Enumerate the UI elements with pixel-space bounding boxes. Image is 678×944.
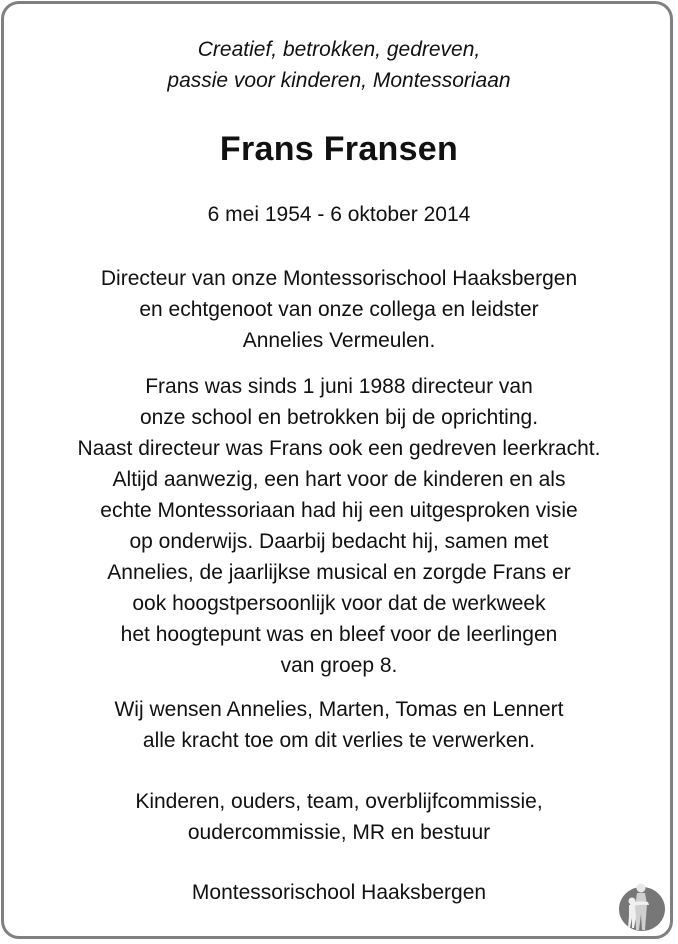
paragraph-role (0, 263, 678, 356)
text-line: op onderwijs. Daarbij bedacht hij, samen met (129, 530, 549, 553)
paragraph-senders (0, 786, 678, 848)
text-line: echte Montessoriaan had hij een uitgesproken visie (100, 499, 578, 522)
text-line: oudercommissie, MR en bestuur (187, 821, 491, 844)
text-line: Annelies Vermeulen. (242, 329, 436, 352)
text-line: Annelies, de jaarlijkse musical en zorgde Frans er (107, 561, 571, 584)
text-line: Kinderen, ouders, team, overblijfcommissie, (135, 790, 543, 813)
people-embrace-logo-icon (618, 882, 666, 932)
text-line: Altijd aanwezig, een hart voor de kinderen en als (112, 468, 566, 491)
motto-line: Creatief, betrokken, gedreven, (197, 38, 481, 61)
text-line: alle kracht toe om dit verlies te verwerken. (142, 729, 536, 752)
deceased-name: Frans Fransen (219, 130, 459, 168)
life-dates: 6 mei 1954 - 6 oktober 2014 (207, 203, 471, 226)
motto-line: passie voor kinderen, Montessoriaan (167, 69, 511, 92)
signature: Montessorischool Haaksbergen (191, 881, 487, 904)
text-line: onze school en betrokken bij de oprichting. (139, 406, 539, 429)
motto (0, 34, 678, 96)
paragraph-biography (0, 371, 678, 681)
text-line: ook hoogstpersoonlijk voor dat de werkweek (132, 592, 546, 615)
text-line: Naast directeur was Frans ook een gedreven leerkracht. (77, 437, 601, 460)
text-line: van groep 8. (280, 654, 398, 677)
text-line: en echtgenoot van onze collega en leidster (139, 298, 539, 321)
text-line: Wij wensen Annelies, Marten, Tomas en Lennert (114, 698, 564, 721)
paragraph-condolence (0, 694, 678, 756)
text-line: het hoogtepunt was en bleef voor de leerlingen (120, 623, 558, 646)
text-line: Directeur van onze Montessorischool Haaksbergen (100, 267, 578, 290)
text-line: Frans was sinds 1 juni 1988 directeur van (145, 375, 533, 398)
